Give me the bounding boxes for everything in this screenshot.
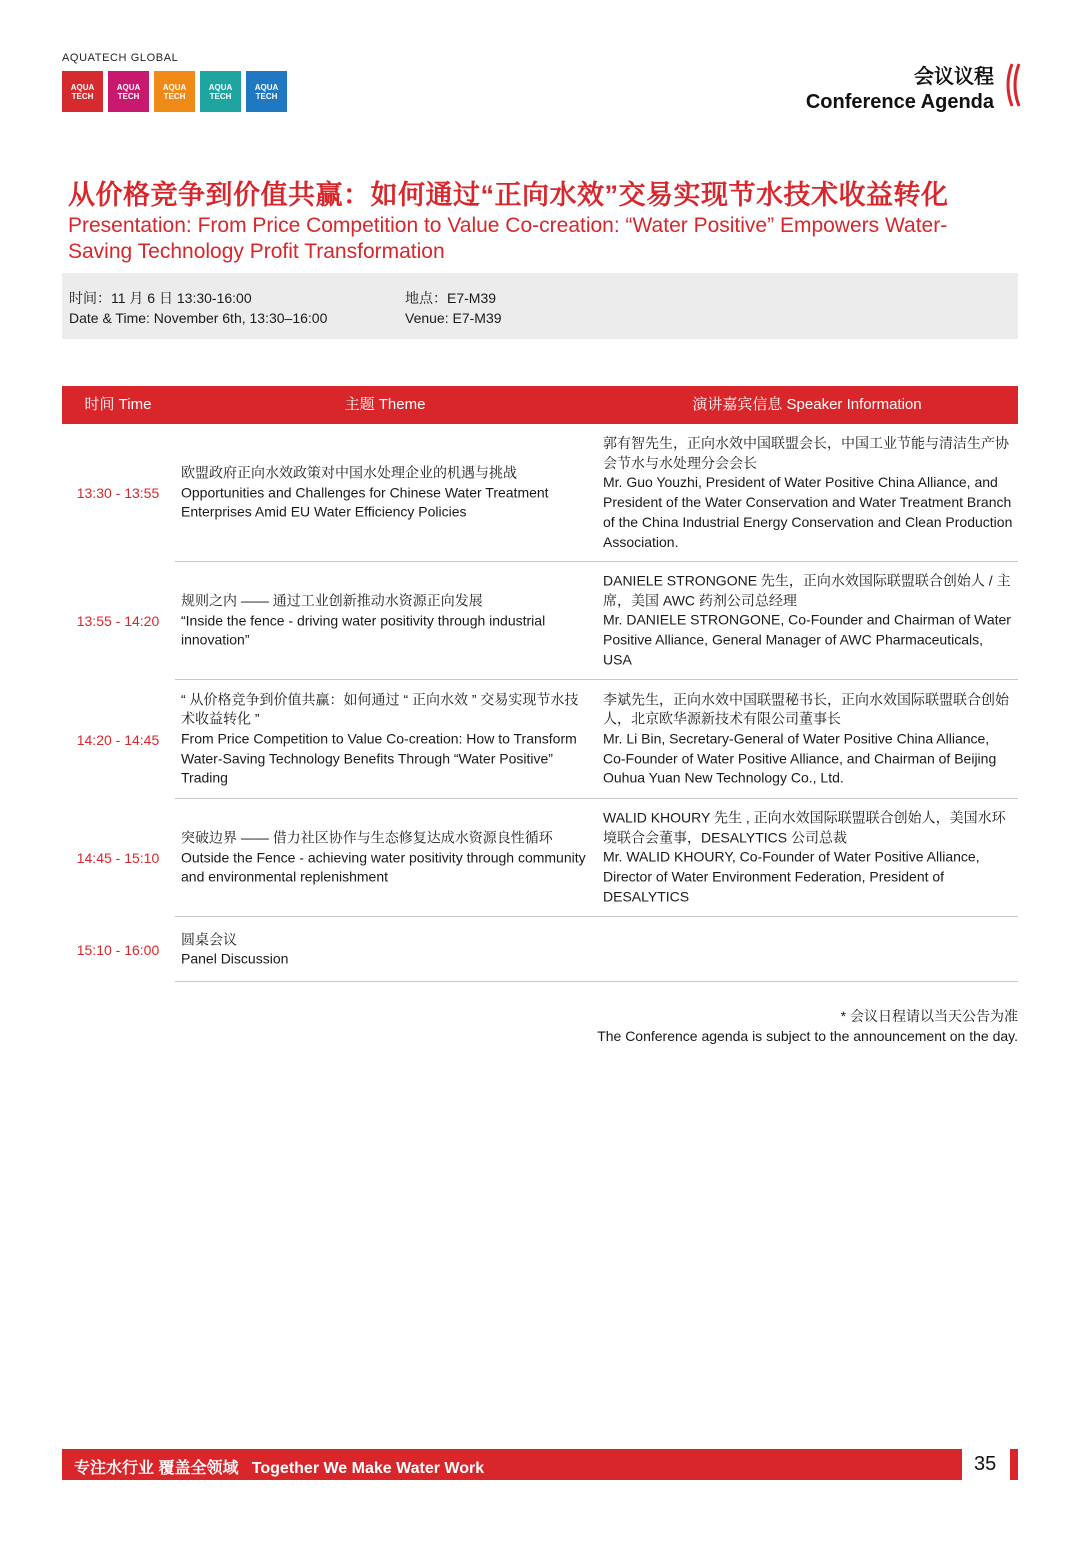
table-row: [0, 680, 1080, 799]
aquatech-logo: AQUA TECH: [246, 71, 287, 112]
row-theme: [181, 463, 589, 522]
brand-logos: [62, 71, 287, 112]
table-row: [0, 917, 1080, 982]
session-venue-cn: 地点：E7-M39: [405, 290, 497, 306]
header-theme: 主题 Theme: [344, 396, 426, 413]
brand-name: AQUATECH GLOBAL: [62, 52, 179, 64]
speaker-en: Mr. Li Bin, Secretary-General of Water Positive China Alliance, Co-Founder of Water Positive Alliance, and Chairman of Beijing Ouhua Yuan New Technology Co., Ltd.: [603, 730, 997, 787]
theme-cn: 圆桌会议: [181, 930, 237, 947]
session-title-en: Presentation: From Price Competition to Value Co-creation: “Water Positive” Empowers Water-Saving Technology Profit Transformation: [68, 214, 948, 263]
aquatech-logo: AQUA TECH: [154, 71, 195, 112]
aquatech-logo: AQUA TECH: [108, 71, 149, 112]
session-venue-en: Venue: E7-M39: [405, 310, 502, 326]
aquatech-logo: AQUA TECH: [62, 71, 103, 112]
speaker-en: Mr. WALID KHOURY, Co-Founder of Water Positive Alliance, Director of Water Environment Federation, President of DESALYTICS: [603, 849, 980, 905]
row-theme: [181, 828, 589, 887]
table-row: [0, 424, 1080, 562]
page-number: 35: [974, 1453, 997, 1475]
speaker-cn: 李斌先生，正向水效中国联盟秘书长，正向水效国际联盟联合创始人，北京欧华源新技术有限公司董事长: [603, 691, 1009, 727]
agenda-title-cn: 会议议程: [914, 66, 994, 88]
speaker-cn: DANIELE STRONGONE 先生，正向水效国际联盟联合创始人 / 主席，美国 AWC 药剂公司总经理: [603, 572, 1011, 609]
page-marker: [1010, 1449, 1018, 1480]
header-time: 时间 Time: [84, 396, 152, 413]
theme-en: Panel Discussion: [181, 950, 289, 967]
session-time-cn: 时间：11 月 6 日 13:30-16:00: [69, 290, 252, 306]
schedule-note: [597, 1006, 1018, 1046]
theme-en: Opportunities and Challenges for Chinese Water Treatment Enterprises Amid EU Water Efficiency Policies: [181, 484, 549, 520]
brand: [62, 52, 287, 112]
theme-cn: “ 从价格竞争到价值共赢：如何通过 “ 正向水效 ” 交易实现节水技术收益转化 ”: [181, 691, 579, 727]
theme-en: From Price Competition to Value Co-creation: How to Transform Water-Saving Technology Benefits Through “Water Positive” Trading: [181, 730, 577, 787]
row-time: 13:30 - 13:55: [76, 485, 160, 501]
row-speaker: [603, 434, 1015, 552]
speaker-en: Mr. Guo Youzhi, President of Water Positive China Alliance, and President of the Water Conservation and Water Treatment Branch of the China Industrial Energy Conservation and Clean Production Association.: [603, 474, 1013, 550]
theme-en: Outside the Fence - achieving water positivity through community and environmental replenishment: [181, 849, 586, 885]
theme-cn: 规则之内 —— 通过工业创新推动水资源正向发展: [181, 592, 483, 609]
row-speaker: [603, 690, 1015, 789]
schedule-note-cn: * 会议日程请以当天公告为准: [840, 1008, 1018, 1024]
row-time: 15:10 - 16:00: [76, 941, 160, 958]
schedule-note-en: The Conference agenda is subject to the announcement on the day.: [597, 1028, 1018, 1044]
agenda-header: [806, 60, 994, 114]
session-time: [69, 288, 327, 328]
aquatech-logo: AQUA TECH: [200, 71, 241, 112]
row-speaker: [603, 572, 1015, 671]
table-row: [0, 562, 1080, 680]
session-time-en: Date & Time: November 6th, 13:30–16:00: [69, 310, 328, 326]
row-time: 13:55 - 14:20: [76, 613, 160, 629]
row-theme: [181, 591, 589, 650]
row-time: 14:45 - 15:10: [76, 850, 160, 866]
row-speaker: [603, 809, 1015, 908]
session-info-box: [62, 273, 1018, 339]
row-theme: [181, 690, 589, 789]
session-venue: [405, 288, 502, 328]
header-speaker: 演讲嘉宾信息 Speaker Information: [692, 396, 922, 413]
agenda-table-header: [62, 386, 1018, 424]
theme-cn: 欧盟政府正向水效政策对中国水处理企业的机遇与挑战: [181, 464, 517, 481]
theme-en: “Inside the fence - driving water positivity through industrial innovation”: [181, 612, 546, 648]
session-title-cn: 从价格竞争到价值共赢：如何通过“正向水效”交易实现节水技术收益转化: [68, 180, 949, 210]
speaker-en: Mr. DANIELE STRONGONE, Co-Founder and Chairman of Water Positive Alliance, General Manager of AWC Pharmaceuticals, USA: [603, 612, 1011, 668]
speaker-cn: WALID KHOURY 先生 , 正向水效国际联盟联合创始人，美国水环境联合会董事，DESALYTICS 公司总裁: [603, 809, 1006, 846]
row-time: 14:20 - 14:45: [76, 731, 160, 748]
agenda-title-en: Conference Agenda: [805, 91, 994, 113]
double-chevron-icon: [1002, 62, 1022, 108]
row-theme: [181, 930, 589, 969]
table-row: [0, 799, 1080, 917]
footer-slogan: 专注水行业 覆盖全领域 Together We Make Water Work: [74, 1460, 485, 1477]
speaker-cn: 郭有智先生，正向水效中国联盟会长，中国工业节能与清洁生产协会节水与水处理分会会长: [603, 434, 1009, 471]
theme-cn: 突破边界 —— 借力社区协作与生态修复达成水资源良性循环: [181, 829, 553, 846]
row-divider: [175, 981, 1018, 982]
